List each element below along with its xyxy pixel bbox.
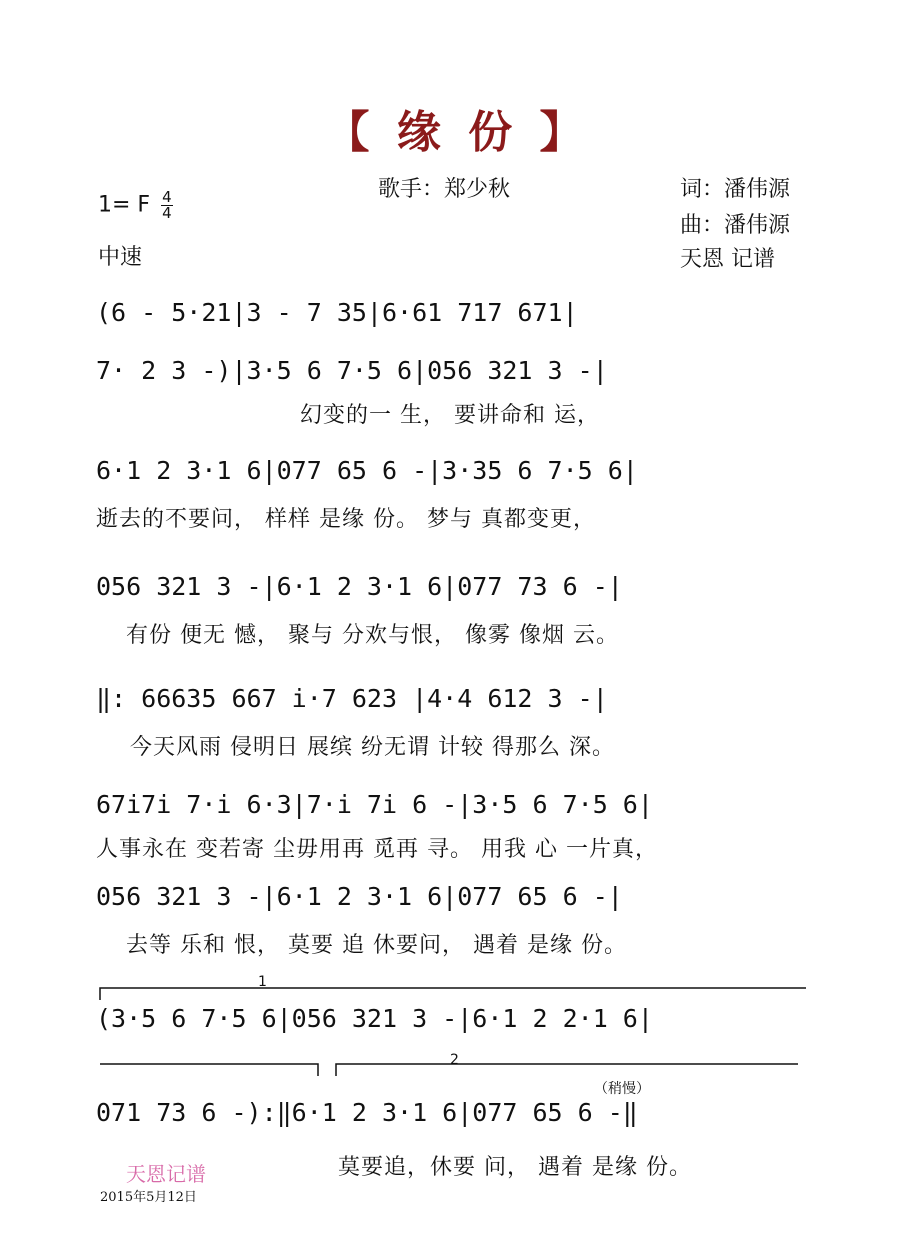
score-line-9: 071 73 6 -):‖6·1 2 3·1 6|077 65 6 -‖ <box>96 1098 638 1127</box>
tempo-marking: 中速 <box>98 245 143 270</box>
lyric-line-9: 莫要追，休要 问， 遇着 是缘 份。 <box>338 1155 692 1180</box>
lyric-line-6: 人事永在 变若寄 尘毋用再 觅再 寻。 用我 心 一片真， <box>96 837 658 862</box>
score-line-1: (6 - 5·21|3 - 7 35|6·61 717 671| <box>96 298 578 327</box>
lyric-line-3: 逝去的不要问， 样样 是缘 份。 梦与 真都变更， <box>96 507 596 532</box>
volta-2-label: 2 <box>450 1052 459 1068</box>
score-line-7: 056 321 3 -|6·1 2 3·1 6|077 65 6 -| <box>96 882 623 911</box>
volta-1-label: 1 <box>258 974 267 990</box>
key-label: 1= F <box>98 192 151 218</box>
score-line-6: 67i7i 7·i 6·3|7·i 7i 6 -|3·5 6 7·5 6| <box>96 790 653 819</box>
watermark: 天恩记谱 <box>126 1162 206 1186</box>
transcription-date: 2015年5月12日 <box>100 1190 197 1205</box>
score-line-8: (3·5 6 7·5 6|056 321 3 -|6·1 2 2·1 6| <box>96 1004 653 1033</box>
score-line-2: 7· 2 3 -)|3·5 6 7·5 6|056 321 3 -| <box>96 356 608 385</box>
score-line-5: ‖: 66635 667 i·7 623 |4·4 612 3 -| <box>96 684 608 713</box>
lyric-line-5: 今天风雨 侵明日 展缤 纷无谓 计较 得那么 深。 <box>130 735 615 760</box>
lyricist-credit: 词：潘伟源 <box>680 177 791 202</box>
score-line-3: 6·1 2 3·1 6|077 65 6 -|3·35 6 7·5 6| <box>96 456 638 485</box>
lyric-line-2: 幻变的一 生， 要讲命和 运， <box>300 403 600 428</box>
transcriber-credit: 天恩 记谱 <box>680 247 775 272</box>
time-signature-top: 4 <box>162 188 172 206</box>
song-title: 【 缘 份 】 <box>325 107 590 158</box>
singer-credit: 歌手：郑少秋 <box>378 177 511 202</box>
tempo-hint: （稍慢） <box>594 1081 650 1097</box>
score-line-4: 056 321 3 -|6·1 2 3·1 6|077 73 6 -| <box>96 572 623 601</box>
composer-credit: 曲：潘伟源 <box>680 213 791 238</box>
time-signature-bottom: 4 <box>162 204 172 222</box>
lyric-line-7: 去等 乐和 恨， 莫要 追 休要问， 遇着 是缘 份。 <box>126 933 627 958</box>
lyric-line-4: 有份 便无 憾， 聚与 分欢与恨， 像雾 像烟 云。 <box>126 623 619 648</box>
